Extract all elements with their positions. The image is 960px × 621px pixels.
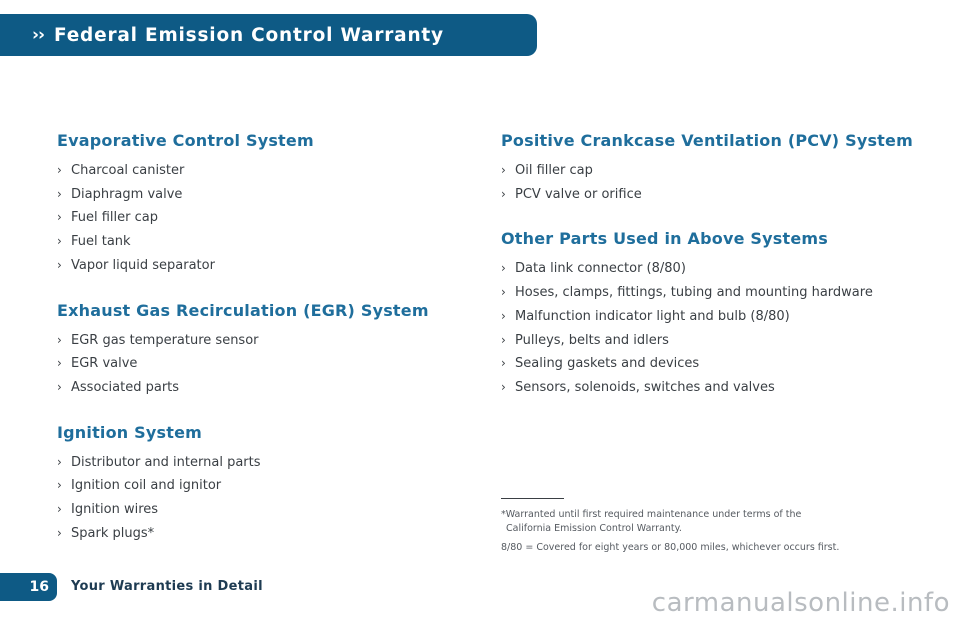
list-item-text: Data link connector (8/80) [515,261,686,277]
section-title: Evaporative Control System [57,131,314,150]
list-item [57,498,457,522]
section-egr [57,300,457,400]
footnote-divider [501,498,564,499]
list-item-text: Charcoal canister [71,163,185,178]
chevron-bullet-icon: › [57,186,62,201]
list-item-text: Distributor and internal parts [71,454,261,470]
list-item [501,281,921,305]
chevron-bullet-icon: › [501,186,506,201]
footnote-definition: 8/80 = Covered for eight years or 80,000 miles, whichever occurs first. [501,542,840,553]
left-column [57,130,457,567]
list-item [501,305,921,329]
section-other-parts [501,228,921,399]
watermark: carmanualsonline.info [651,588,950,618]
list-item [57,352,457,376]
section-pcv [501,130,921,206]
list-item-text: Diaphragm valve [71,186,183,202]
chevron-bullet-icon: › [57,478,62,493]
section-title: Ignition System [57,422,203,442]
chevron-bullet-icon: › [501,285,506,300]
list-item [501,352,921,376]
chevron-bullet-icon: › [57,234,62,249]
list-item-text: Oil filler cap [515,163,593,178]
list-item [501,329,921,353]
footnote-line: *Warranted until first required maintenance under terms of the [501,509,802,520]
footnote-line: California Emission Control Warranty. [506,523,682,534]
chevron-bullet-icon: › [501,163,506,177]
list-item [57,183,457,207]
chevron-bullet-icon: › [501,332,506,347]
page-title: Federal Emission Control Warranty [54,24,444,46]
list-item [57,329,457,353]
chevron-bullet-icon: › [501,261,506,276]
chevron-bullet-icon: › [501,308,506,323]
list-item-text: Ignition wires [71,502,159,518]
chevron-right-icon: ›› [32,25,45,45]
chevron-bullet-icon: › [501,356,506,371]
list-item-text: Sensors, solenoids, switches and valves [515,379,775,395]
item-list [57,329,457,400]
chevron-bullet-icon: › [57,332,62,347]
chevron-bullet-icon: › [57,257,62,272]
item-list [57,451,457,546]
list-item [501,159,921,183]
list-item [57,451,457,475]
list-item-text: Pulleys, belts and idlers [515,332,669,348]
list-item [57,206,457,230]
section-ignition [57,422,457,546]
list-item [57,230,457,254]
page-number: 16 [0,573,57,601]
list-item-text: Malfunction indicator light and bulb (8/80) [515,308,790,324]
list-item-text: Associated parts [71,379,180,395]
list-item-text: PCV valve or orifice [515,186,642,202]
list-item [501,183,921,207]
list-item-text: EGR valve [71,356,138,372]
chevron-bullet-icon: › [57,163,62,177]
list-item [57,376,457,400]
chevron-bullet-icon: › [57,210,62,225]
list-item-text: Fuel tank [71,234,131,250]
list-item [57,254,457,278]
section-title: Positive Crankcase Ventilation (PCV) System [501,131,913,150]
chevron-bullet-icon: › [57,379,62,394]
list-item-text: EGR gas temperature sensor [71,332,259,348]
list-item [57,159,457,183]
list-item-text: Vapor liquid separator [71,257,215,273]
list-item-text: Hoses, clamps, fittings, tubing and mounting hardware [515,285,873,301]
item-list [501,159,921,206]
list-item-text: Spark plugs* [71,525,155,541]
section-title: Other Parts Used in Above Systems [501,229,828,249]
section-evaporative [57,130,457,278]
list-item [501,376,921,400]
list-item [501,257,921,281]
list-item-text: Fuel filler cap [71,210,159,226]
footer-label: Your Warranties in Detail [71,579,263,594]
page-banner [0,14,537,56]
chevron-bullet-icon: › [501,379,506,394]
chevron-bullet-icon: › [57,502,62,517]
footnote-asterisk [501,508,861,536]
chevron-bullet-icon: › [57,525,62,540]
right-column [501,130,921,422]
chevron-bullet-icon: › [57,454,62,469]
list-item [57,474,457,498]
list-item-text: Sealing gaskets and devices [515,356,700,372]
section-title: Exhaust Gas Recirculation (EGR) System [57,300,429,320]
list-item [57,522,457,546]
list-item-text: Ignition coil and ignitor [71,478,222,494]
item-list [57,159,457,278]
item-list [501,257,921,399]
chevron-bullet-icon: › [57,356,62,371]
